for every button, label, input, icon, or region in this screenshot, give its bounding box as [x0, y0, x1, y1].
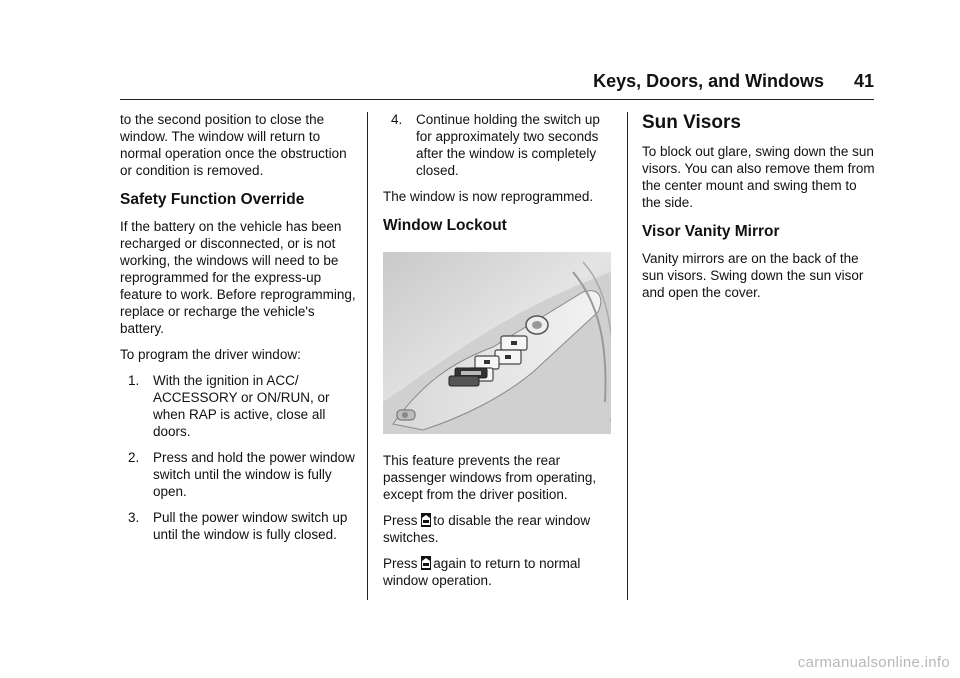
step-number: 1.: [128, 373, 140, 388]
vanity-mirror-paragraph: Vanity mirrors are on the back of the sun visors. Swing down the sun visor and open the cover.: [642, 251, 864, 300]
press-enable-line: [383, 555, 617, 589]
press-label: Press: [383, 513, 418, 528]
header-rule: [120, 99, 874, 100]
watermark: carmanualsonline.info: [797, 654, 950, 671]
column-3: [642, 111, 876, 310]
column-2: [383, 111, 617, 598]
column-divider-1: [367, 112, 368, 600]
safety-override-paragraph: If the battery on the vehicle has been recharged or disconnected, or is not working, the windows will need to be reprogrammed for the express-up feature to work. Before reprogramming, replace or recharge the vehicle's battery.: [120, 219, 356, 336]
step-text: Press and hold the power window switch until the window is fully open.: [153, 450, 355, 499]
press-disable-text: to disable the rear window switches.: [383, 513, 591, 545]
section-heading-sun-visors: Sun Visors: [642, 112, 741, 133]
step-item: [391, 111, 617, 179]
press-disable-line: [383, 512, 617, 546]
step-number: 4.: [391, 112, 403, 127]
window-lockout-paragraph: This feature prevents the rear passenger windows from operating, except from the driver position.: [383, 453, 597, 502]
step-item: [128, 449, 356, 500]
column-divider-2: [627, 112, 628, 600]
header-title: Keys, Doors, and Windows: [593, 71, 824, 91]
section-heading-window-lockout: Window Lockout: [383, 217, 507, 234]
window-lockout-icon: [421, 556, 431, 570]
press-enable-text: again to return to normal window operation.: [383, 556, 581, 588]
program-steps-continued: [383, 111, 617, 179]
program-lead: To program the driver window:: [120, 347, 301, 362]
step-text: With the ignition in ACC/ ACCESSORY or ON/RUN, or when RAP is active, close all doors.: [153, 373, 330, 439]
door-switch-illustration: [383, 252, 611, 434]
window-lockout-icon: [421, 513, 431, 527]
intro-paragraph: to the second position to close the window. The window will return to normal operation once the obstruction or condition is removed.: [120, 112, 347, 178]
column-1: [120, 111, 356, 552]
step-number: 3.: [128, 510, 140, 525]
step-item: [128, 372, 356, 440]
page-header: [120, 70, 874, 92]
page-number: 41: [853, 71, 874, 91]
section-heading-vanity-mirror: Visor Vanity Mirror: [642, 223, 780, 240]
step-text: Pull the power window switch up until the window is fully closed.: [153, 510, 348, 542]
program-steps: [120, 372, 356, 543]
reprogrammed-note: The window is now reprogrammed.: [383, 189, 594, 204]
sun-visors-paragraph: To block out glare, swing down the sun visors. You can also remove them from the center mount and swing them to the side.: [642, 144, 875, 210]
press-label: Press: [383, 556, 418, 571]
step-item: [128, 509, 356, 543]
section-heading-safety-override: Safety Function Override: [120, 191, 305, 208]
step-number: 2.: [128, 450, 140, 465]
step-text: Continue holding the switch up for approximately two seconds after the window is completely closed.: [416, 112, 600, 178]
